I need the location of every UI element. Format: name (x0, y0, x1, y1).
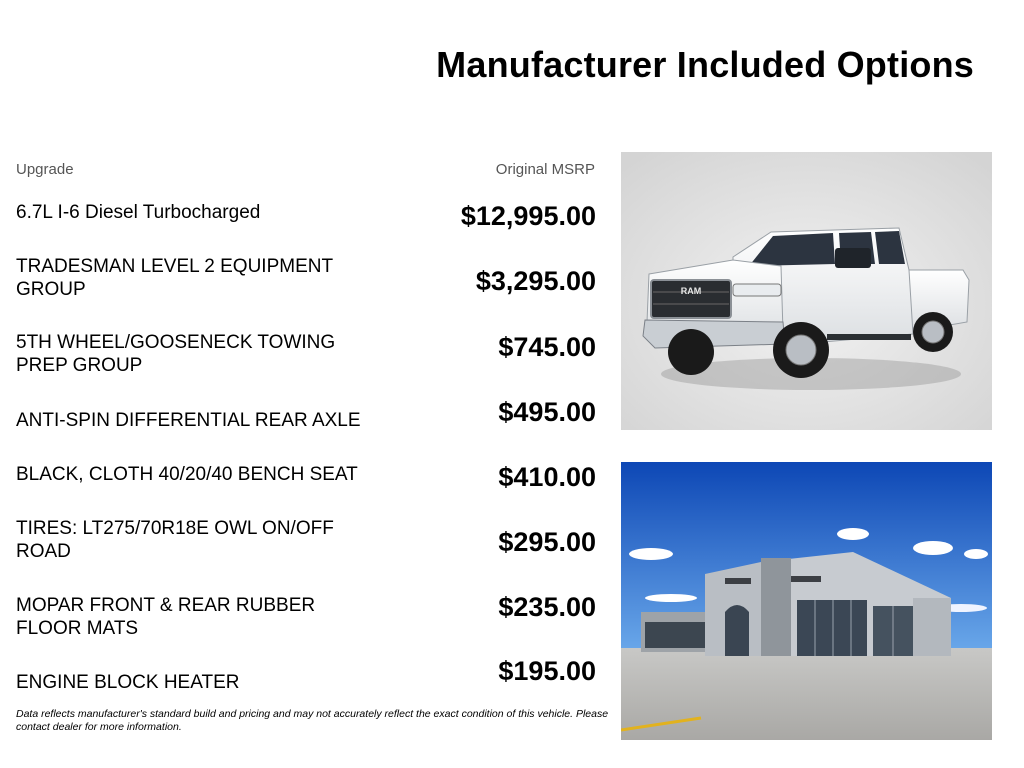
option-price: $12,995.00 (460, 201, 596, 231)
upgrade-column-header: Upgrade (16, 161, 74, 178)
option-price: $745.00 (498, 332, 596, 362)
ram-badge: RAM (680, 286, 702, 296)
option-name: TIRES: LT275/70R18E OWL ON/OFF ROAD (16, 518, 334, 562)
truck-photo (621, 152, 992, 430)
msrp-column-header: Original MSRP (495, 161, 595, 178)
option-name: BLACK, CLOTH 40/20/40 BENCH SEAT (16, 464, 358, 485)
option-name: 5TH WHEEL/GOOSENECK TOWING PREP GROUP (16, 332, 336, 376)
option-price: $3,295.00 (475, 266, 596, 296)
option-name: ENGINE BLOCK HEATER (16, 672, 240, 693)
option-price: $295.00 (498, 527, 596, 557)
option-name: 6.7L I-6 Diesel Turbocharged (16, 202, 261, 223)
page-title: Manufacturer Included Options (436, 44, 974, 85)
disclaimer: Data reflects manufacturer's standard build and pricing and may not accurately reflect the exact condition of this vehicle. Please contact dealer for more information. (16, 708, 609, 733)
option-price: $235.00 (498, 592, 596, 622)
dealership-photo (621, 462, 992, 740)
option-name: ANTI-SPIN DIFFERENTIAL REAR AXLE (16, 410, 361, 431)
option-name: MOPAR FRONT & REAR RUBBER FLOOR MATS (16, 595, 316, 639)
option-name: TRADESMAN LEVEL 2 EQUIPMENT GROUP (16, 256, 333, 300)
option-price: $410.00 (498, 462, 596, 492)
option-price: $495.00 (498, 397, 596, 427)
option-price: $195.00 (498, 656, 596, 686)
